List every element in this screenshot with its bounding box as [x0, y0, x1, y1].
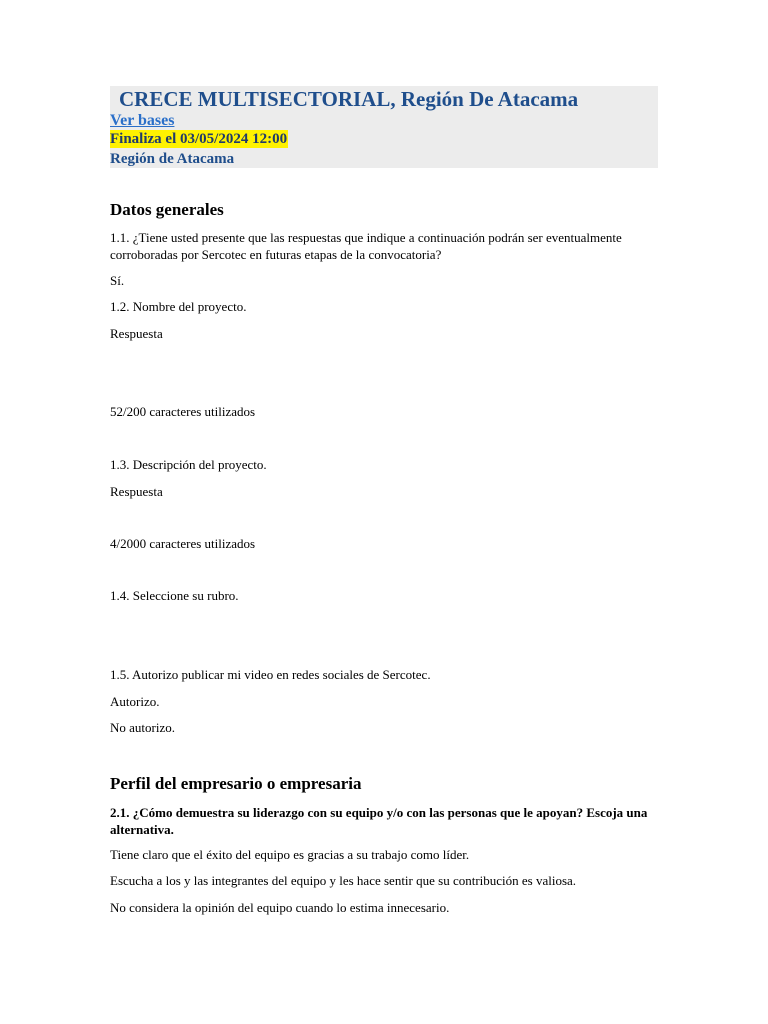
question-1-5: 1.5. Autorizo publicar mi video en redes sociales de Sercotec. — [110, 667, 431, 682]
answer-2-1-option-1[interactable]: Tiene claro que el éxito del equipo es gracias a su trabajo como líder. — [110, 847, 470, 862]
question-1-1: 1.1. ¿Tiene usted presente que las respuestas que indique a continuación podrán ser eventualmente corroboradas por Sercotec en futuras etapas de la convocatoria? — [110, 230, 622, 262]
answer-2-1-option-3[interactable]: No considera la opinión del equipo cuando lo estima innecesario. — [110, 900, 450, 915]
page-title: CRECE MULTISECTORIAL, Región De Atacama — [119, 87, 579, 111]
region-label: Región de Atacama — [110, 151, 235, 167]
answer-1-3-label: Respuesta — [110, 484, 163, 499]
question-1-2: 1.2. Nombre del proyecto. — [110, 299, 247, 314]
question-2-1: 2.1. ¿Cómo demuestra su liderazgo con su equipo y/o con las personas que le apoyan? Escoja una alternativa. — [110, 805, 648, 837]
ver-bases-link[interactable]: Ver bases — [110, 112, 175, 129]
question-1-3: 1.3. Descripción del proyecto. — [110, 457, 267, 472]
section-title-perfil: Perfil del empresario o empresaria — [110, 774, 362, 793]
answer-1-1-option[interactable]: Sí. — [110, 273, 125, 288]
answer-2-1-option-2[interactable]: Escucha a los y las integrantes del equipo y les hace sentir que su contribución es valiosa. — [110, 873, 577, 888]
answer-1-2-label: Respuesta — [110, 326, 163, 341]
answer-1-5-option-no-autorizo[interactable]: No autorizo. — [110, 720, 175, 735]
question-1-4: 1.4. Seleccione su rubro. — [110, 588, 239, 603]
answer-1-2-counter: 52/200 caracteres utilizados — [110, 404, 256, 419]
section-title-datos-generales: Datos generales — [110, 200, 224, 219]
answer-1-3-counter: 4/2000 caracteres utilizados — [110, 536, 256, 551]
deadline-badge: Finaliza el 03/05/2024 12:00 — [110, 131, 288, 147]
answer-1-5-option-autorizo[interactable]: Autorizo. — [110, 694, 160, 709]
